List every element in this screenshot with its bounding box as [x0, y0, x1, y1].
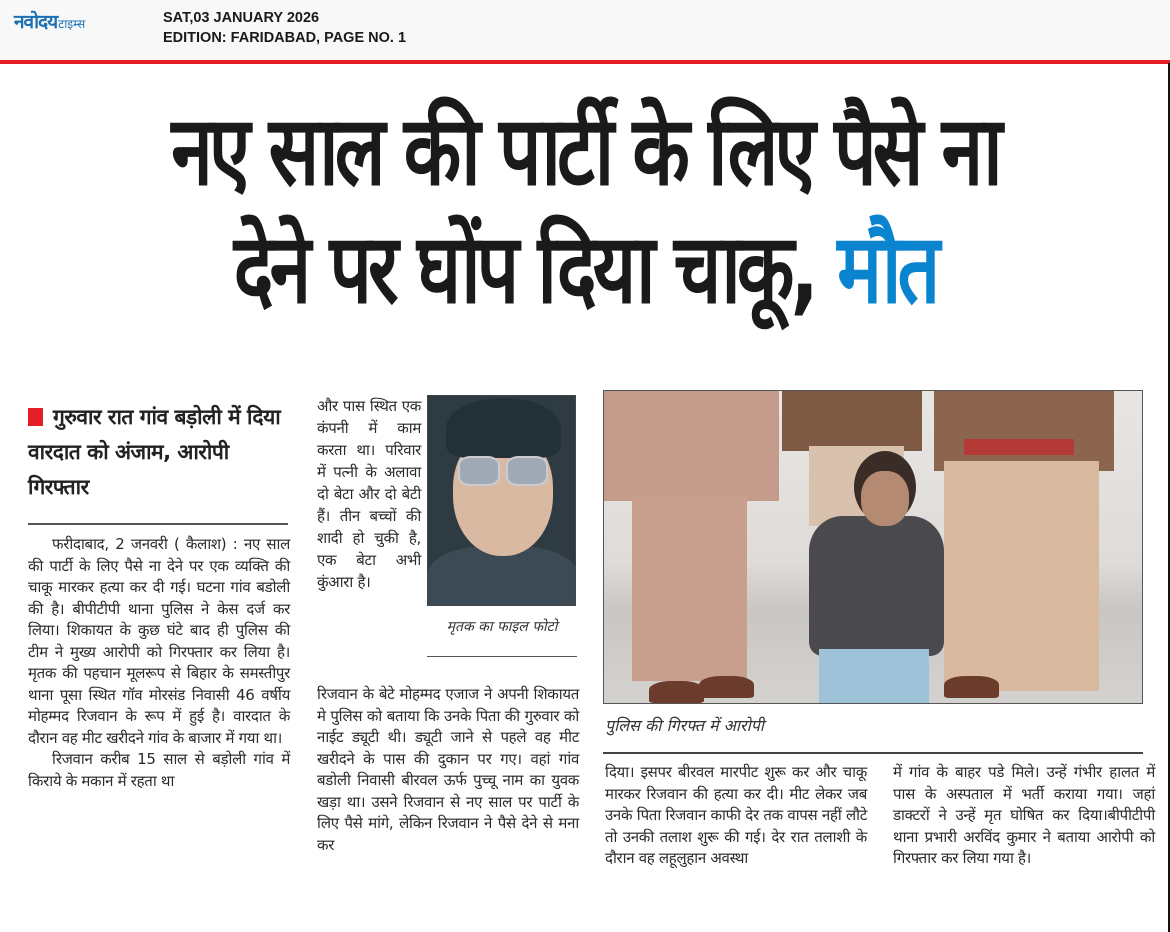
logo-sub-text: टाइम्स [58, 17, 86, 31]
headline-accent-word: मौत [837, 213, 937, 325]
caption-divider [427, 656, 577, 657]
article-column-4 [893, 762, 1155, 870]
edition-info [163, 8, 406, 48]
newspaper-logo[interactable] [14, 8, 85, 34]
caption-divider [603, 752, 1143, 754]
body-paragraph: रिजवान करीब 15 साल से बड़ोली गांव में किराये के मकान में रहता था [28, 750, 290, 790]
subhead-text: गुरुवार रात गांव बड़ोली में दिया वारदात को अंजाम, आरोपी गिरफ्तार [28, 405, 281, 499]
headline-line-2 [129, 210, 1042, 328]
victim-file-photo[interactable] [427, 395, 576, 606]
headline-line-1: नए साल की पार्टी के लिए पैसे ना [171, 95, 999, 207]
body-paragraph: में गांव के बाहर पडे मिले। उन्हें गंभीर हालत में पास के अस्पताल में भर्ती कराया गया। जहां डाक्टरों ने उन्हें मृत घोषित कर दिया।बीपीटीपी थाना प्रभारी अरविंद कुमार ने बताया आरोपी को गिरफ्तार कर लिया गया है। [893, 763, 1155, 867]
article-column-2-bottom [317, 684, 579, 856]
date-line: SAT,03 JANUARY 2026 [163, 10, 320, 26]
edition-line: EDITION: FARIDABAD, PAGE NO. 1 [163, 30, 407, 46]
article-subhead [28, 400, 290, 505]
masthead-divider [0, 60, 1170, 64]
masthead-bar [0, 0, 1170, 60]
article-column-1 [28, 534, 290, 792]
article-column-3 [605, 762, 867, 870]
logo-main-text: नवोदय [14, 11, 58, 33]
red-square-bullet-icon [28, 408, 43, 426]
victim-photo-caption: मृतक का फाइल फोटो [446, 619, 558, 635]
body-paragraph: और पास स्थित एक कंपनी में काम करता था। परिवार में पत्नी के अलावा दो बेटा और दो बेटी हैं। तीन बच्चों की शादी हो चुकी है, एक बेटा अभी कुंआरा है। [317, 397, 421, 591]
article-column-2-top [317, 395, 421, 593]
accused-arrest-photo[interactable] [603, 390, 1143, 704]
body-paragraph: रिजवान के बेटे मोहम्मद एजाज ने अपनी शिकायत मे पुलिस को बताया कि उनके पिता की गुरुवार को नाईट ड्यूटी थी। ड्यूटी जाने से पहले वह मीट खरीदने के पास की दुकान पर गए। वहां गांव बडोली निवासी बीरवल ऊर्फ पुच्चू नाम का युवक खड़ा था। उसने रिजवान से नए साल पर पार्टी के लिए पैसे मांगे, लेकिन रिजवान ने पैसे देने से मना कर [317, 685, 579, 854]
article-headline [129, 92, 1042, 328]
body-paragraph: दिया। इसपर बीरवल मारपीट शुरू कर और चाकू मारकर रिजवान की हत्या कर दी। मीट लेकर जब उनके पिता रिजवान काफी देर तक वापस नहीं लौटे तो उनकी तलाश शुरू की गई। देर रात तलाशी के दौरान वह लहूलुहान अवस्था [605, 763, 867, 867]
arrest-photo-caption: पुलिस की गिरफ्त में आरोपी [605, 716, 764, 735]
headline-line-2-main: देने पर घोंप दिया चाकू, [233, 213, 838, 325]
subhead-divider [28, 523, 288, 525]
dateline-paragraph: फरीदाबाद, 2 जनवरी ( कैलाश) : नए साल की पार्टी के लिए पैसे ना देने पर एक व्यक्ति की चाकू मारकर हत्या कर दी गई। घटना गांव बडोली की है। बीपीटीपी थाना पुलिस ने केस दर्ज कर लिया। शिकायत के कुछ घंटे बाद ही पुलिस की टीम ने मुख्य आरोपी को गिरफ्तार कर लिया है। मृतक की पहचान मूलरूप से बिहार के समस्तीपुर थाना पूसा स्थित गॉव मोरसंड निवासी 46 वर्षीय मोहम्मद रिजवान के रूप में हुई है। वारदात के दौरान वह मीट खरीदने गांव के बाजार में गया था। [28, 535, 290, 747]
